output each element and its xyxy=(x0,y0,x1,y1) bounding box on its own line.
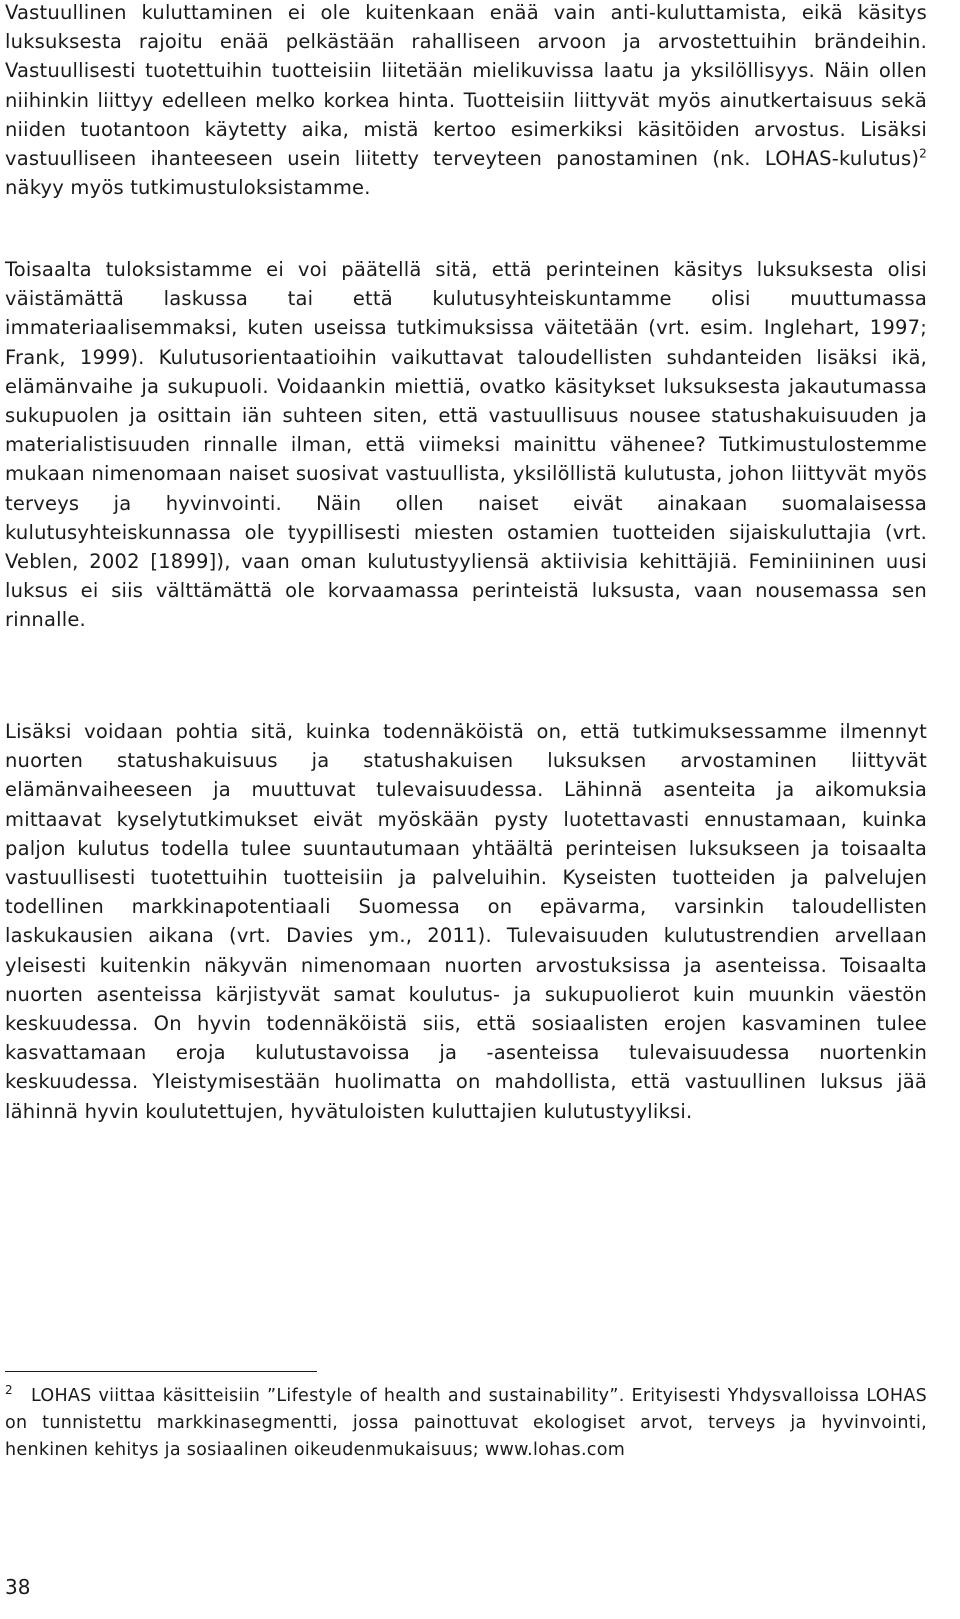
footnote-text: LOHAS viittaa käsitteisiin ”Lifestyle of health and sustainability”. Erityisesti Yhdysvalloissa LOHAS on tunnistettu markkinasegmentti, jossa painottuvat ekologiset arvot, terveys ja hyvinvointi, henkinen kehitys ja sosiaalinen oikeudenmukaisuus; www.lohas.com xyxy=(5,1386,927,1461)
footnote-reference: 2 xyxy=(919,146,927,161)
paragraph-1-text-end: näkyy myös tutkimustuloksistamme. xyxy=(5,176,371,200)
paragraph-1-text: Vastuullinen kuluttaminen ei ole kuitenkaan enää vain anti-kuluttamista, eikä käsitys luksuksesta rajoitu enää pelkästään rahalliseen arvoon ja arvostettuihin brändeihin. Vastuullisesti tuotettuihin tuotteisiin liitetään mielikuvissa laatu ja yksilöllisyys. Näin ollen niihinkin liittyy edelleen melko korkea hinta. Tuotteisiin liittyvät myös ainutkertaisuus sekä niiden tuotantoon käytetty aika, mistä kertoo esimerkiksi käsitöiden arvostus. Lisäksi vastuulliseen ihanteeseen usein liitetty terveyteen panostaminen (nk. LOHAS-kulutus) xyxy=(5,1,927,171)
footnote-number: 2 xyxy=(5,1383,13,1398)
paragraph-3: Lisäksi voidaan pohtia sitä, kuinka todennäköistä on, että tutkimuksessamme ilmennyt nuorten statushakuisuus ja statushakuisen luksuksen arvostaminen liittyvät elämänvaiheeseen ja muuttuvat tulevaisuudessa. Lähinnä asenteita ja aikomuksia mittaavat kyselytutkimukset eivät myöskään pysty luotettavasti ennustamaan, kuinka paljon kulutus todella tulee suuntautumaan yhtäältä perinteisen luksukseen ja toisaalta vastuullisesti tuotettuihin tuotteisiin ja palveluihin. Kyseisten tuotteiden ja palvelujen todellinen markkinapotentiaali Suomessa on epävarma, varsinkin taloudellisten laskukausien aikana (vrt. Davies ym., 2011). Tulevaisuuden kulutustrendien arvellaan yleisesti kuitenkin näkyvän nimenomaan nuorten arvostuksissa ja asenteissa. Toisaalta nuorten asenteissa kärjistyvät samat koulutus- ja sukupuolierot kuin muunkin väestön keskuudessa. On hyvin todennäköistä siis, että sosiaalisten erojen kasvaminen tulee kasvattamaan eroja kulutustavoissa ja -asenteissa tulevaisuudessa nuortenkin keskuudessa. Yleistymisestään huolimatta on mahdollista, että vastuullinen luksus jää lähinnä hyvin koulutettujen, hyvätuloisten kuluttajien kulutustyyliksi. xyxy=(5,720,927,1123)
paragraph-2: Toisaalta tuloksistamme ei voi päätellä sitä, että perinteinen käsitys luksuksesta olisi väistämättä laskussa tai että kulutusyhteiskuntamme olisi muuttumassa immateriaalisemmaksi, kuten useissa tutkimuksissa väitetään (vrt. esim. Inglehart, 1997; Frank, 1999). Kulutusorientaatioihin vaikuttavat taloudellisten suhdanteiden lisäksi ikä, elämänvaihe ja sukupuoli. Voidaankin miettiä, ovatko käsitykset luksuksesta jakautumassa sukupuolen ja osittain iän suhteen siten, että vastuullisuus nousee statushakuisuuden ja materialistisuuden rinnalle ilman, että viimeksi mainittu vähenee? Tutkimustulostemme mukaan nimenomaan naiset suosivat vastuullista, yksilöllistä kulutusta, johon liittyvät myös terveys ja hyvinvointi. Näin ollen naiset eivät ainakaan suomalaisessa kulutusyhteiskunnassa ole tyypillisesti miesten ostamien tuotteiden sijaiskuluttajia (vrt. Veblen, 2002 [1899]), vaan oman kulutustyyliensä aktiivisia kehittäjiä. Feminiininen uusi luksus ei siis välttämättä ole korvaamassa perinteistä luksusta, vaan nousemassa sen rinnalle. xyxy=(5,258,927,632)
footnote-separator xyxy=(5,1371,317,1372)
footnote xyxy=(5,1383,927,1465)
paragraph-1 xyxy=(5,0,927,202)
page-number: 38 xyxy=(5,1575,31,1599)
